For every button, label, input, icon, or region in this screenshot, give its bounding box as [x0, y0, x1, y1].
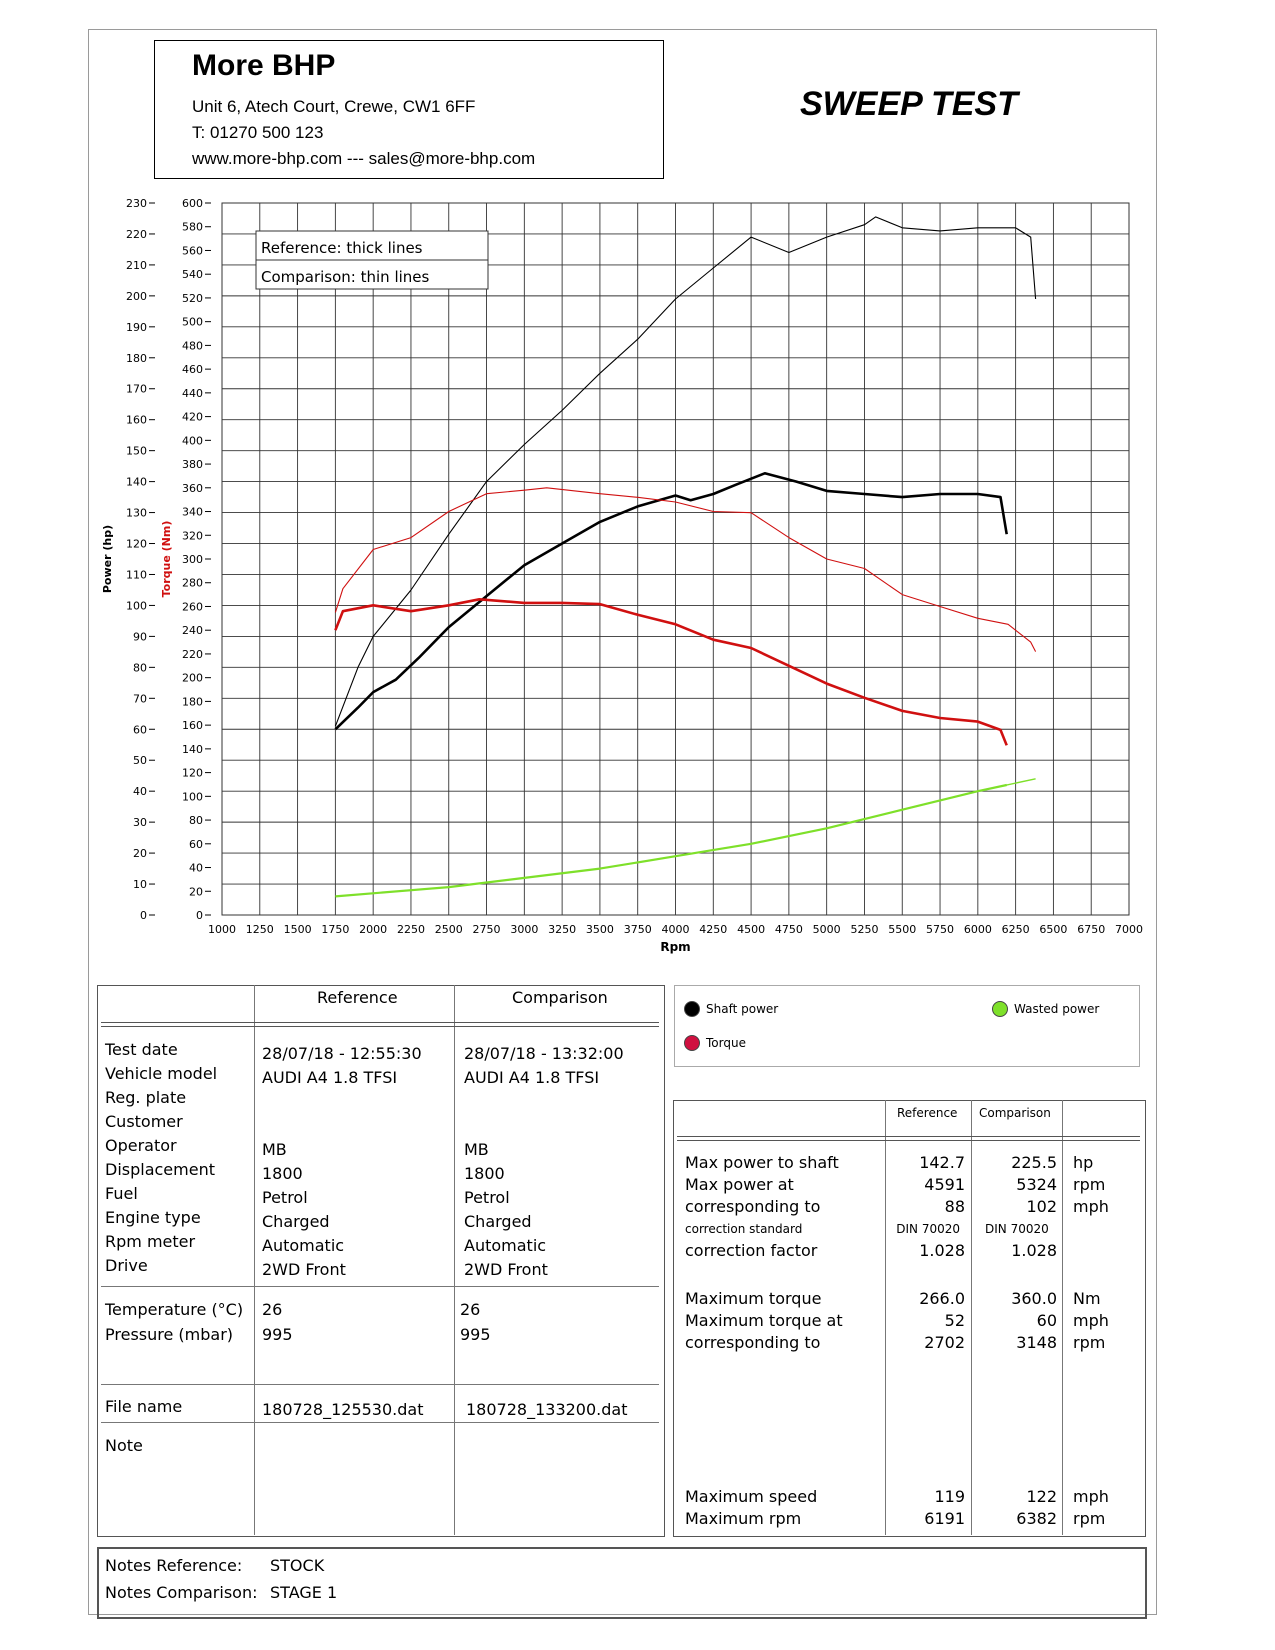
- torque-tick-label: 260: [182, 600, 203, 614]
- torque-tick-label: 320: [182, 529, 203, 543]
- x-tick-label: 6500: [1039, 923, 1068, 936]
- torque-tick-label: 0: [196, 909, 203, 922]
- info-row-comparison-value: Petrol: [464, 1188, 510, 1207]
- shaft-power-comparison-line: [335, 217, 1035, 726]
- power-tick-label: 40: [133, 785, 147, 799]
- info-row-label: Test date: [105, 1040, 178, 1059]
- power-tick-label: 130: [126, 506, 147, 520]
- result-row-unit: rpm: [1073, 1509, 1106, 1528]
- correction-standard-comparison: DIN 70020: [985, 1222, 1049, 1236]
- line-style-reference-label: Reference: thick lines: [261, 239, 423, 257]
- power-tick-label: 220: [126, 227, 147, 241]
- result-row-comparison-value: 5324: [1016, 1175, 1057, 1194]
- notes-comparison-value: STAGE 1: [270, 1583, 338, 1602]
- torque-tick-label: 20: [189, 885, 203, 899]
- power-tick-label: 0: [140, 909, 147, 922]
- x-tick-label: 2250: [396, 923, 425, 936]
- correction-standard-reference: DIN 70020: [896, 1222, 960, 1236]
- env-row-label: Pressure (mbar): [105, 1325, 234, 1344]
- env-row-comparison-value: 995: [460, 1325, 491, 1344]
- torque-tick-label: 240: [182, 624, 203, 638]
- torque-tick-label: 160: [182, 719, 203, 733]
- info-row-comparison-value: AUDI A4 1.8 TFSI: [464, 1068, 600, 1087]
- torque-tick-label: 180: [182, 695, 203, 709]
- result-row-comparison-value: 360.0: [1011, 1289, 1057, 1308]
- x-tick-label: 5250: [850, 923, 879, 936]
- notes-reference-value: STOCK: [270, 1556, 325, 1575]
- power-tick-label: 140: [126, 475, 147, 489]
- info-row-reference-value: MB: [262, 1140, 287, 1159]
- x-tick-label: 1750: [321, 923, 350, 936]
- env-row-comparison-value: 26: [460, 1300, 481, 1319]
- result-row-unit: mph: [1073, 1197, 1109, 1216]
- env-row-reference-value: 995: [262, 1325, 293, 1344]
- torque-tick-label: 360: [182, 481, 203, 495]
- info-row-comparison-value: Charged: [464, 1212, 532, 1231]
- power-tick-label: 100: [126, 599, 147, 613]
- line-style-comparison-label: Comparison: thin lines: [261, 268, 430, 286]
- correction-standard-label: correction standard: [685, 1222, 803, 1236]
- torque-tick-label: 500: [182, 315, 203, 329]
- x-tick-label: 4500: [737, 923, 766, 936]
- result-row-reference-value: 6191: [924, 1509, 965, 1528]
- result-row-unit: rpm: [1073, 1175, 1106, 1194]
- result-row-comparison-value: 3148: [1016, 1333, 1057, 1352]
- result-row-reference-value: 266.0: [919, 1289, 965, 1308]
- info-row-comparison-value: 1800: [464, 1164, 505, 1183]
- x-tick-label: 4750: [774, 923, 803, 936]
- wasted-power-reference-line: [335, 785, 1006, 896]
- torque-tick-label: 580: [182, 220, 203, 234]
- torque-tick-label: 100: [182, 790, 203, 804]
- torque-tick-label: 400: [182, 434, 203, 448]
- power-tick-label: 10: [133, 878, 147, 892]
- torque-tick-label: 120: [182, 766, 203, 780]
- torque-tick-label: 280: [182, 576, 203, 590]
- result-row-reference-value: 4591: [924, 1175, 965, 1194]
- result-row-unit: rpm: [1073, 1333, 1106, 1352]
- x-tick-label: 3750: [623, 923, 652, 936]
- info-row-comparison-value: MB: [464, 1140, 489, 1159]
- info-row-label: Vehicle model: [105, 1064, 218, 1083]
- torque-legend-swatch: [684, 1035, 700, 1051]
- power-tick-label: 50: [133, 754, 147, 768]
- info-row-label: Fuel: [105, 1184, 138, 1203]
- x-tick-label: 3000: [510, 923, 539, 936]
- torque-tick-label: 40: [189, 861, 203, 875]
- power-tick-label: 110: [126, 568, 147, 582]
- torque-reference-line: [335, 599, 1006, 745]
- wasted-power-legend-label: Wasted power: [1014, 1002, 1100, 1016]
- x-tick-label: 5500: [888, 923, 917, 936]
- notes-comparison-label: Notes Comparison:: [105, 1583, 258, 1602]
- torque-axis-title: Torque (Nm): [160, 520, 173, 598]
- x-tick-label: 7000: [1115, 923, 1143, 936]
- power-tick-label: 60: [133, 723, 147, 737]
- power-tick-label: 120: [126, 537, 147, 551]
- info-row-comparison-value: 28/07/18 - 13:32:00: [464, 1044, 624, 1063]
- info-row-label: Engine type: [105, 1208, 201, 1227]
- info-row-reference-value: 28/07/18 - 12:55:30: [262, 1044, 422, 1063]
- result-row-reference-value: 52: [944, 1311, 965, 1330]
- result-row-unit: hp: [1073, 1153, 1094, 1172]
- file-name-label: File name: [105, 1397, 183, 1416]
- x-tick-label: 1500: [283, 923, 312, 936]
- torque-tick-label: 140: [182, 742, 203, 756]
- torque-tick-label: 300: [182, 553, 203, 566]
- info-row-reference-value: AUDI A4 1.8 TFSI: [262, 1068, 398, 1087]
- info-row-comparison-value: 2WD Front: [464, 1260, 548, 1279]
- x-tick-label: 1000: [208, 923, 236, 936]
- power-tick-label: 90: [133, 630, 147, 644]
- report-title: SWEEP TEST: [800, 85, 1018, 123]
- torque-tick-label: 80: [189, 814, 203, 828]
- info-row-reference-value: Automatic: [262, 1236, 345, 1255]
- result-row-label: Maximum rpm: [685, 1509, 802, 1528]
- result-row-reference-value: 119: [934, 1487, 965, 1506]
- company-phone: T: 01270 500 123: [192, 123, 324, 142]
- legend-box: [674, 985, 1140, 1067]
- company-name: More BHP: [192, 49, 336, 82]
- torque-tick-label: 380: [182, 458, 203, 472]
- env-row-label: Temperature (°C): [105, 1300, 244, 1319]
- result-row-reference-value: 88: [944, 1197, 965, 1216]
- result-row-label: Maximum speed: [685, 1487, 818, 1506]
- torque-tick-label: 420: [182, 410, 203, 424]
- result-row-unit: mph: [1073, 1487, 1109, 1506]
- torque-tick-label: 200: [182, 671, 203, 685]
- result-row-comparison-value: 60: [1036, 1311, 1057, 1330]
- power-tick-label: 190: [126, 320, 147, 334]
- left-col-reference-header: Reference: [317, 988, 398, 1007]
- info-row-reference-value: Charged: [262, 1212, 330, 1231]
- power-tick-label: 160: [126, 413, 147, 427]
- result-row-unit: Nm: [1073, 1289, 1101, 1308]
- result-row-reference-value: 142.7: [919, 1153, 965, 1172]
- power-tick-label: 170: [126, 382, 147, 396]
- power-tick-label: 20: [133, 847, 147, 861]
- shaft-power-legend-swatch: [684, 1001, 700, 1017]
- x-tick-label: 2000: [359, 923, 388, 936]
- result-row-comparison-value: 102: [1026, 1197, 1057, 1216]
- torque-tick-label: 560: [182, 244, 203, 258]
- result-row-comparison-value: 225.5: [1011, 1153, 1057, 1172]
- info-row-reference-value: 2WD Front: [262, 1260, 346, 1279]
- info-row-comparison-value: Automatic: [464, 1236, 547, 1255]
- company-web: www.more-bhp.com --- sales@more-bhp.com: [192, 149, 536, 168]
- power-tick-label: 180: [126, 351, 147, 365]
- torque-tick-label: 540: [182, 268, 203, 282]
- x-tick-label: 6250: [1001, 923, 1030, 936]
- power-axis-title: Power (hp): [101, 524, 114, 594]
- power-tick-label: 80: [133, 661, 147, 675]
- result-row-label: correction factor: [685, 1241, 818, 1260]
- torque-tick-label: 460: [182, 363, 203, 377]
- right-col-reference-header: Reference: [897, 1106, 958, 1120]
- x-tick-label: 4250: [699, 923, 728, 936]
- result-row-comparison-value: 1.028: [1011, 1241, 1057, 1260]
- torque-legend-label: Torque: [706, 1036, 746, 1050]
- x-tick-label: 6750: [1077, 923, 1106, 936]
- x-tick-label: 2500: [434, 923, 463, 936]
- wasted-power-comparison-line: [335, 779, 1035, 897]
- torque-tick-label: 440: [182, 386, 203, 400]
- x-tick-label: 3250: [548, 923, 577, 936]
- result-row-unit: mph: [1073, 1311, 1109, 1330]
- info-row-label: Operator: [105, 1136, 177, 1155]
- x-tick-label: 3500: [585, 923, 614, 936]
- torque-tick-label: 600: [182, 197, 203, 210]
- power-tick-label: 210: [126, 258, 147, 272]
- torque-tick-label: 60: [189, 837, 203, 851]
- result-row-comparison-value: 122: [1026, 1487, 1057, 1506]
- wasted-power-legend-swatch: [992, 1001, 1008, 1017]
- info-row-label: Rpm meter: [105, 1232, 196, 1251]
- x-tick-label: 5750: [926, 923, 955, 936]
- x-tick-label: 1250: [245, 923, 274, 936]
- result-row-reference-value: 1.028: [919, 1241, 965, 1260]
- shaft-power-reference-line: [335, 473, 1006, 729]
- file-name-comparison: 180728_133200.dat: [466, 1400, 628, 1419]
- x-tick-label: 6000: [963, 923, 992, 936]
- result-row-label: corresponding to: [685, 1333, 821, 1352]
- power-tick-label: 150: [126, 444, 147, 458]
- notes-reference-label: Notes Reference:: [105, 1556, 243, 1575]
- note-label: Note: [105, 1436, 143, 1455]
- info-row-label: Displacement: [105, 1160, 215, 1179]
- torque-tick-label: 220: [182, 647, 203, 661]
- env-row-reference-value: 26: [262, 1300, 283, 1319]
- info-row-reference-value: 1800: [262, 1164, 303, 1183]
- info-row-reference-value: Petrol: [262, 1188, 308, 1207]
- torque-tick-label: 480: [182, 339, 203, 353]
- result-row-label: Maximum torque at: [685, 1311, 843, 1330]
- x-tick-label: 5000: [812, 923, 841, 936]
- shaft-power-legend-label: Shaft power: [706, 1002, 779, 1016]
- file-name-reference: 180728_125530.dat: [262, 1400, 424, 1419]
- x-tick-label: 4000: [661, 923, 690, 936]
- result-row-label: Max power to shaft: [685, 1153, 839, 1172]
- info-row-label: Drive: [105, 1256, 148, 1275]
- right-col-comparison-header: Comparison: [979, 1106, 1051, 1120]
- torque-tick-label: 340: [182, 505, 203, 519]
- info-row-label: Reg. plate: [105, 1088, 187, 1107]
- x-axis-title: Rpm: [660, 940, 691, 954]
- info-row-label: Customer: [105, 1112, 183, 1131]
- result-row-label: Max power at: [685, 1175, 794, 1194]
- result-row-reference-value: 2702: [924, 1333, 965, 1352]
- result-row-label: Maximum torque: [685, 1289, 822, 1308]
- power-tick-label: 30: [133, 816, 147, 830]
- torque-tick-label: 520: [182, 291, 203, 305]
- left-col-comparison-header: Comparison: [512, 988, 608, 1007]
- power-tick-label: 70: [133, 692, 147, 706]
- company-address: Unit 6, Atech Court, Crewe, CW1 6FF: [192, 97, 476, 116]
- result-row-comparison-value: 6382: [1016, 1509, 1057, 1528]
- power-tick-label: 200: [126, 289, 147, 303]
- power-tick-label: 230: [126, 197, 147, 210]
- x-tick-label: 2750: [472, 923, 501, 936]
- result-row-label: corresponding to: [685, 1197, 821, 1216]
